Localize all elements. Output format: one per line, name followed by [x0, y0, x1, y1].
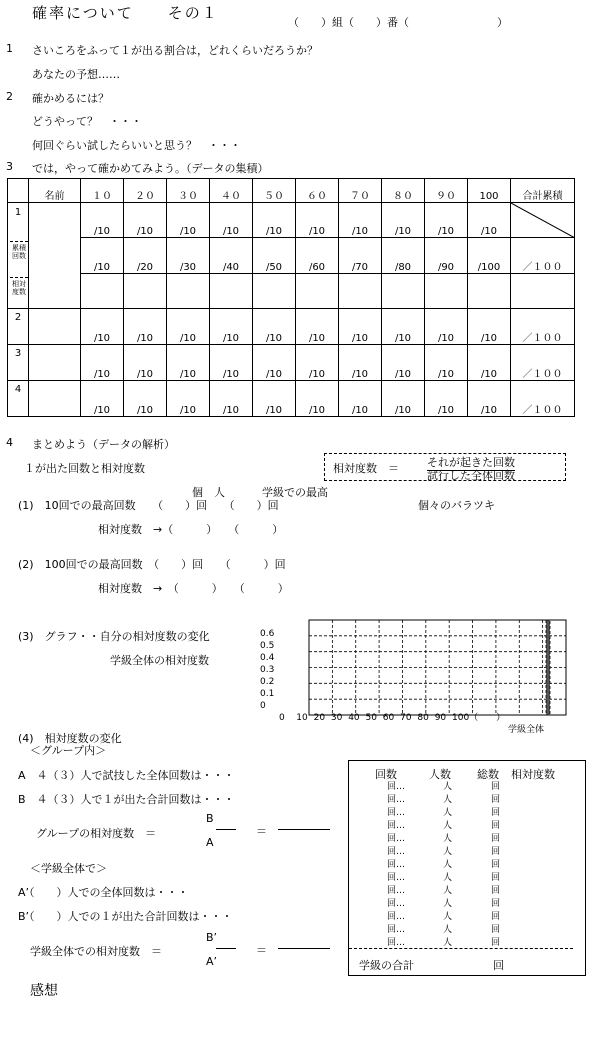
table-row-2 [8, 309, 575, 345]
q4-text: まとめよう（データの解析） [32, 438, 175, 451]
q2-number: 2 [6, 90, 13, 103]
row-total[interactable]: ／１００ [511, 381, 575, 417]
cum-cell[interactable]: /50 [253, 238, 296, 274]
tally-sou[interactable]: 回 [491, 899, 501, 909]
row1-cell[interactable]: /10 [124, 203, 167, 238]
tally-sou[interactable]: 回 [491, 873, 501, 883]
item1-rel: 相対度数 →（ ） （ ） [98, 523, 284, 536]
tally-nin[interactable]: 人 [443, 912, 453, 922]
tally-kai[interactable]: 回… [387, 808, 406, 818]
tally-nin[interactable]: 人 [443, 925, 453, 935]
table-row-4 [8, 381, 575, 417]
tally-header-ninzu: 人数 [429, 768, 451, 781]
row1-name-cell[interactable] [29, 203, 81, 309]
tally-divider [349, 948, 573, 949]
row-cell[interactable]: /10 [339, 381, 382, 417]
tally-nin[interactable]: 人 [443, 808, 453, 818]
row-cell[interactable]: /10 [210, 309, 253, 345]
class-heading: ＜学級全体で＞ [30, 862, 107, 875]
x-tick-label: 60 [382, 713, 395, 723]
y-tick-label: 0.5 [260, 641, 275, 651]
cum-cell[interactable]: /10 [81, 238, 124, 274]
group-b: B [206, 812, 214, 825]
row-cell[interactable]: /10 [382, 381, 425, 417]
formula-box [324, 453, 566, 481]
diagonal-line [511, 203, 575, 238]
row-number: 2 [8, 309, 29, 345]
hatched-column [546, 620, 550, 715]
tally-nin[interactable]: 人 [443, 938, 453, 948]
class-b-line: B’（ ）人での１が出た合計回数は・・・ [18, 910, 233, 923]
table-row-cumulative [8, 238, 575, 274]
row-cell[interactable]: /10 [296, 381, 339, 417]
row-cell[interactable]: /10 [382, 309, 425, 345]
row-cell[interactable]: /10 [296, 345, 339, 381]
header-80: ８０ [382, 179, 425, 203]
tally-kai[interactable]: 回… [387, 873, 406, 883]
col-kojin: 個 人 [192, 486, 225, 499]
class-number-name-field[interactable]: （ ）組（ ）番（ ） [288, 16, 508, 29]
y-tick-label: 0.1 [260, 689, 275, 699]
header-60: ６０ [296, 179, 339, 203]
rel-cell[interactable] [511, 274, 575, 309]
tally-kai[interactable]: 回… [387, 860, 406, 870]
row-cell[interactable]: /10 [124, 345, 167, 381]
tally-nin[interactable]: 人 [443, 821, 453, 831]
header-70: ７０ [339, 179, 382, 203]
q1-number: 1 [6, 42, 13, 55]
row1-cell[interactable]: /10 [210, 203, 253, 238]
tally-kai[interactable]: 回… [387, 821, 406, 831]
y-ticks [260, 629, 275, 711]
x-tick-label: 50 [365, 713, 377, 723]
tally-kai[interactable]: 回… [387, 899, 406, 909]
row-cell[interactable]: /10 [124, 381, 167, 417]
q3-text: では，やって確かめてみよう。（データの集積） [32, 162, 269, 175]
tally-nin[interactable]: 人 [443, 847, 453, 857]
row-name-cell[interactable] [29, 345, 81, 381]
group-rel-label: グループの相対度数 ＝ [36, 827, 157, 840]
tally-sou[interactable]: 回 [491, 808, 501, 818]
cum-cell[interactable]: /100 [468, 238, 511, 274]
tally-header-kaisu: 回数 [375, 768, 397, 781]
y-tick-label: 0 [260, 701, 266, 711]
cum-cell[interactable]: /90 [425, 238, 468, 274]
y-tick-label: 0.2 [260, 677, 275, 687]
class-rel-label: 学級全体での相対度数 ＝ [30, 945, 162, 958]
header-10: １０ [81, 179, 124, 203]
header-20: ２０ [124, 179, 167, 203]
tally-nin[interactable]: 人 [443, 782, 453, 792]
tally-kai[interactable]: 回… [387, 912, 406, 922]
row-total[interactable]: ／１００ [511, 345, 575, 381]
cum-cell[interactable]: /80 [382, 238, 425, 274]
tally-sou[interactable]: 回 [491, 860, 501, 870]
row-cell[interactable]: /10 [167, 381, 210, 417]
q1-text: さいころをふって１が出る割合は，どれくらいだろうか？ [32, 44, 318, 57]
header-name: 名前 [29, 179, 81, 203]
x-ticks [279, 712, 505, 723]
x-tick-label: 10 [296, 713, 308, 723]
x-tick-label: 90 [434, 713, 447, 723]
group-answer-line[interactable] [278, 829, 330, 830]
cum-total[interactable]: ／１００ [511, 238, 575, 274]
class-answer-line[interactable] [278, 948, 330, 949]
row1-cell[interactable]: /10 [253, 203, 296, 238]
formula-numerator: それが起きた回数 [427, 456, 515, 469]
row-cell[interactable]: /10 [81, 309, 124, 345]
table-header-row [8, 179, 575, 203]
rel-cell[interactable] [296, 274, 339, 309]
class-a-line: A’（ ）人での全体回数は・・・ [18, 886, 189, 899]
row1-cell[interactable]: /10 [296, 203, 339, 238]
row1-cell[interactable]: /10 [339, 203, 382, 238]
x-tick-label: 30 [330, 713, 343, 723]
row-cell[interactable]: /10 [167, 309, 210, 345]
formula-denominator: 試行した全体回数 [427, 469, 515, 482]
row-cell[interactable]: /10 [468, 309, 511, 345]
item3: (3) グラフ・・自分の相対度数の変化 [18, 630, 210, 643]
table-row-3 [8, 345, 575, 381]
item4: (4) 相対度数の変化 [18, 732, 122, 745]
y-tick-label: 0.3 [260, 665, 275, 675]
row-cell[interactable]: /10 [253, 309, 296, 345]
group-frac-line [216, 829, 236, 830]
tally-sou[interactable]: 回 [491, 795, 501, 805]
header-total: 合計累積 [511, 179, 575, 203]
rel-label: 相対度数 [10, 277, 28, 296]
x-label: 学級全体 [508, 725, 545, 735]
rel-cell[interactable] [167, 274, 210, 309]
group-eq: ＝ [256, 825, 267, 838]
group-heading: ＜グループ内＞ [30, 744, 107, 757]
row-cell[interactable]: /10 [81, 381, 124, 417]
tally-kai[interactable]: 回… [387, 834, 406, 844]
col-gakunen: 学級での最高 [262, 486, 328, 499]
row-name-cell[interactable] [29, 381, 81, 417]
tally-sou[interactable]: 回 [491, 847, 501, 857]
header-50: ５０ [253, 179, 296, 203]
q4-number: 4 [6, 436, 13, 449]
q3-number: 3 [6, 160, 13, 173]
row-cell[interactable]: /10 [425, 345, 468, 381]
page-title: 確率について その１ [32, 4, 219, 22]
header-30: ３０ [167, 179, 210, 203]
table-row-relative [8, 274, 575, 309]
q2-how-many: 何回ぐらい試したらいいと思う？ ・・・ [32, 139, 241, 152]
row-cell[interactable]: /10 [210, 381, 253, 417]
rel-cell[interactable] [124, 274, 167, 309]
x-tick-label: 100（ ） [452, 713, 506, 723]
formula-label: 相対度数 ＝ [333, 462, 399, 475]
row-cell[interactable]: /10 [210, 345, 253, 381]
row-name-cell[interactable] [29, 309, 81, 345]
tally-total-label: 学級の合計 [359, 959, 414, 972]
row-total[interactable]: ／１００ [511, 309, 575, 345]
cum-cell[interactable]: /40 [210, 238, 253, 274]
row-cell[interactable]: /10 [81, 345, 124, 381]
class-b: B’ [206, 931, 218, 944]
row1-cell[interactable]: /10 [468, 203, 511, 238]
rel-cell[interactable] [253, 274, 296, 309]
tally-sou[interactable]: 回 [491, 821, 501, 831]
class-frac-line [216, 948, 236, 949]
rel-cell[interactable] [468, 274, 511, 309]
item2-rel: 相対度数 → （ ） （ ） [98, 582, 289, 595]
header-90: ９０ [425, 179, 468, 203]
tally-nin[interactable]: 人 [443, 899, 453, 909]
graph-lines [309, 620, 566, 715]
tally-kai[interactable]: 回… [387, 795, 406, 805]
class-eq: ＝ [256, 944, 267, 957]
x-tick-label: 80 [417, 713, 429, 723]
group-a-line: A ４（３）人で試技した全体回数は・・・ [18, 769, 235, 782]
row-cell[interactable]: /10 [339, 309, 382, 345]
graph-frame [309, 620, 566, 715]
cum-cell[interactable]: /20 [124, 238, 167, 274]
row1-cell[interactable]: /10 [81, 203, 124, 238]
tally-sou[interactable]: 回 [491, 782, 501, 792]
impression-heading: 感想 [30, 983, 58, 999]
tally-header-sousu: 総数 [477, 768, 499, 781]
rel-cell[interactable] [81, 274, 124, 309]
group-b-line: B ４（３）人で１が出た合計回数は・・・ [18, 793, 235, 806]
row-cell[interactable]: /10 [425, 381, 468, 417]
rel-cell[interactable] [210, 274, 253, 309]
row-cell[interactable]: /10 [253, 345, 296, 381]
row-number: 4 [8, 381, 29, 417]
rel-cell[interactable] [339, 274, 382, 309]
row-cell[interactable]: /10 [253, 381, 296, 417]
row1-cell[interactable]: /10 [425, 203, 468, 238]
tally-nin[interactable]: 人 [443, 886, 453, 896]
tally-kai[interactable]: 回… [387, 925, 406, 935]
tally-total-unit: 回 [493, 959, 504, 972]
row-cell[interactable]: /10 [382, 345, 425, 381]
row-cell[interactable]: /10 [296, 309, 339, 345]
tally-sou[interactable]: 回 [491, 886, 501, 896]
data-table [7, 178, 575, 417]
item1-note: 個々のバラツキ [418, 499, 495, 512]
x-tick-label: 40 [348, 713, 360, 723]
row1-total-cell-diagonal [511, 203, 575, 238]
cum-cell[interactable]: /70 [339, 238, 382, 274]
tally-nin[interactable]: 人 [443, 860, 453, 870]
tally-nin[interactable]: 人 [443, 834, 453, 844]
cum-cell[interactable]: /30 [167, 238, 210, 274]
tally-sou[interactable]: 回 [491, 912, 501, 922]
row-cell[interactable]: /10 [425, 309, 468, 345]
header-100: 100 [468, 179, 511, 203]
tally-kai[interactable]: 回… [387, 938, 406, 948]
tally-nin[interactable]: 人 [443, 873, 453, 883]
x-tick-label: 70 [400, 713, 412, 723]
row-cell[interactable]: /10 [468, 345, 511, 381]
tally-kai[interactable]: 回… [387, 847, 406, 857]
row-cell[interactable]: /10 [339, 345, 382, 381]
q1-prediction: あなたの予想…… [32, 68, 120, 81]
tally-sou[interactable]: 回 [491, 925, 501, 935]
item2: (2) 100回での最高回数 （ ）回 （ ）回 [18, 558, 286, 571]
cum-cell[interactable]: /60 [296, 238, 339, 274]
group-a: A [206, 836, 214, 849]
graph-grid [252, 612, 577, 742]
row1-cell[interactable]: /10 [382, 203, 425, 238]
tally-nin[interactable]: 人 [443, 795, 453, 805]
tally-sou[interactable]: 回 [491, 834, 501, 844]
tally-header-rel: 相対度数 [511, 768, 555, 781]
q2-text: 確かめるには？ [32, 92, 109, 105]
item3-sub: 学級全体の相対度数 [110, 654, 209, 667]
item1: (1) 10回での最高回数 （ ）回 （ ）回 [18, 499, 279, 512]
row1-cell[interactable]: /10 [167, 203, 210, 238]
q4-sub: １が出た回数と相対度数 [24, 462, 145, 475]
row-cell[interactable]: /10 [124, 309, 167, 345]
table-row-1 [8, 203, 575, 238]
row-cell[interactable]: /10 [468, 381, 511, 417]
x-tick-label: 0 [279, 713, 285, 723]
header-40: ４０ [210, 179, 253, 203]
x-tick-label: 20 [313, 713, 326, 723]
row1-number: 1 [14, 207, 22, 218]
tally-kai[interactable]: 回… [387, 782, 406, 792]
tally-kai[interactable]: 回… [387, 886, 406, 896]
tally-table [348, 760, 586, 976]
rel-cell[interactable] [382, 274, 425, 309]
q2-how: どうやって？ ・・・ [32, 115, 142, 128]
class-a: A’ [206, 955, 218, 968]
tally-sou[interactable]: 回 [491, 938, 501, 948]
y-tick-label: 0.6 [260, 629, 275, 639]
row-cell[interactable]: /10 [167, 345, 210, 381]
cum-label: 累積回数 [10, 241, 28, 260]
rel-cell[interactable] [425, 274, 468, 309]
row-number: 3 [8, 345, 29, 381]
y-tick-label: 0.4 [260, 653, 275, 663]
